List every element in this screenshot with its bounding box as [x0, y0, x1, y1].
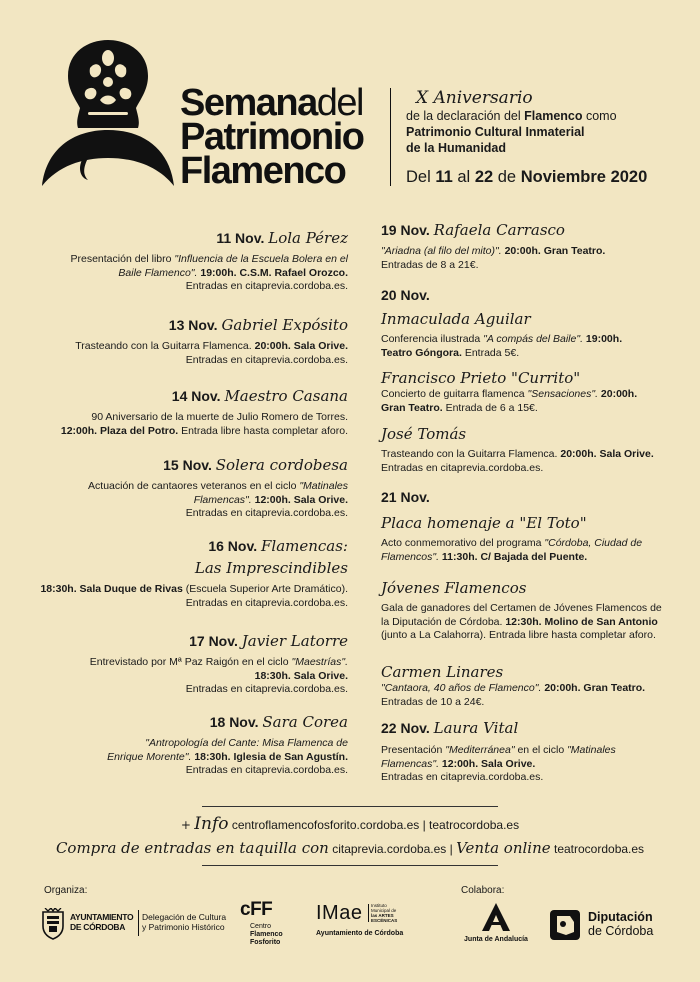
event-date: 14 Nov. — [171, 388, 221, 404]
event-desc-line: Entradas en citaprevia.cordoba.es. — [185, 507, 348, 519]
event-desc-line: Actuación de cantaores veteranos en el ciclo "Matinales — [88, 480, 348, 492]
title-word-patrimonio: Patrimonio — [180, 116, 364, 158]
event-artist: Francisco Prieto "Currito" — [381, 369, 581, 387]
event-date: 22 Nov. — [381, 720, 430, 736]
info-label: Info — [194, 814, 229, 834]
ayto-line1: AYUNTAMIENTO — [70, 912, 134, 922]
declaration-line2: Patrimonio Cultural Inmaterial — [406, 125, 585, 139]
cff-line3: Fosforito — [250, 939, 281, 946]
event-date: 15 Nov. — [163, 457, 212, 473]
cff-line1: Centro — [250, 923, 272, 930]
ayto-line2: DE CÓRDOBA — [70, 922, 126, 932]
event-desc-line: "Cantaora, 40 años de Flamenco". 20:00h. Gran Teatro. — [381, 682, 646, 694]
event-desc-line: 90 Aniversario de la muerte de Julio Romero de Torres. — [91, 411, 348, 423]
event-title — [180, 82, 390, 192]
event-date: 19 Nov. — [381, 222, 430, 238]
imae-mark: IMae — [316, 902, 363, 924]
colabora-label: Colabora: — [461, 885, 505, 896]
event-desc-line: 12:00h. Plaza del Potro. Entrada libre hasta completar aforo. — [60, 424, 348, 437]
event-artist: Inmaculada Aguilar — [381, 310, 531, 328]
event-desc-line: Entradas en citaprevia.cordoba.es. — [381, 461, 544, 474]
event-date: 17 Nov. — [189, 633, 238, 649]
event-artist: Jóvenes Flamencos — [381, 579, 527, 597]
event-desc-line: Conferencia ilustrada "A compás del Baile". 19:00h. — [381, 333, 623, 345]
cff-mark: cFF — [240, 899, 273, 920]
junta-logo — [460, 902, 532, 946]
event-date: 18 Nov. — [209, 714, 259, 730]
event-11-nov — [30, 228, 348, 294]
event-desc-line: Flamencos". 11:30h. C/ Bajada del Puente. — [381, 550, 588, 563]
event-desc-line: Presentación "Mediterránea" en el ciclo "Matinales — [381, 744, 616, 756]
event-desc-line: Trasteando con la Guitarra Flamenca. 20:00h. Sala Orive. — [381, 448, 654, 460]
event-desc-line: Entradas de 10 a 24€. — [381, 695, 485, 708]
citaprevia-link[interactable]: citaprevia.cordoba.es — [332, 842, 447, 856]
info-bottom-rule — [202, 865, 498, 866]
event-dates: Del 11 al 22 de Noviembre 2020 — [406, 168, 648, 186]
fan-icon — [42, 130, 174, 186]
logo-divider — [138, 910, 139, 936]
event-artist: Gabriel Expósito — [221, 316, 348, 334]
event-artist: Rafaela Carrasco — [433, 221, 565, 239]
event-desc-line: Gala de ganadores del Certamen de Jóvenes Flamencos de — [381, 602, 662, 614]
event-13-nov — [30, 315, 348, 367]
event-desc-line: 18:30h. Sala Duque de Rivas (Escuela Superior Arte Dramático). — [40, 583, 348, 595]
event-19-nov — [381, 220, 681, 272]
dip-line2: de Córdoba — [588, 924, 654, 938]
event-21-nov-placa — [381, 487, 681, 564]
declaration-line1: de la declaración del Flamenco como — [406, 109, 617, 123]
diputacion-emblem-icon — [548, 908, 582, 942]
deleg-line2: y Patrimonio Histórico — [142, 922, 225, 932]
event-date: 21 Nov. — [381, 489, 430, 505]
diputacion-logo — [548, 908, 668, 944]
event-date: 16 Nov. — [208, 538, 258, 554]
imae-subtitle: Ayuntamiento de Córdoba — [316, 930, 404, 937]
event-21-nov-jovenes — [381, 578, 681, 643]
online-label: Venta online — [456, 839, 551, 857]
crest-icon — [40, 908, 66, 940]
event-20-nov-tomas — [381, 424, 681, 475]
event-desc-line: Entradas en citaprevia.cordoba.es. — [185, 353, 348, 366]
info-plus: + — [180, 818, 191, 832]
teatro-link[interactable]: teatrocordoba.es — [553, 842, 645, 856]
event-desc-line: 18:30h. Sala Orive. — [254, 669, 348, 682]
ayuntamiento-logo — [40, 906, 227, 942]
event-artist: Solera cordobesa — [215, 456, 348, 474]
event-artist: Sara Corea — [262, 713, 348, 731]
title-word-semana: Semana — [180, 82, 317, 124]
event-desc-line: Concierto de guitarra flamenca "Sensaciones". 20:00h. — [381, 388, 638, 400]
event-date: 20 Nov. — [381, 287, 430, 303]
tickets-line — [0, 838, 700, 859]
junta-arch-icon — [481, 902, 511, 932]
event-artist: Laura Vital — [433, 719, 519, 737]
event-desc-line: la Diputación de Córdoba. 12:30h. Molino de San Antonio — [381, 615, 658, 628]
info-sites-link[interactable]: centroflamencofosforito.cordoba.es | teatrocordoba.es — [231, 818, 520, 832]
buy-label: Compra de entradas en taquilla con — [55, 839, 329, 857]
junta-text: Junta de Andalucía — [464, 936, 528, 943]
event-date: 13 Nov. — [168, 317, 218, 333]
event-14-nov — [30, 386, 348, 438]
event-date: 11 Nov. — [216, 230, 265, 246]
event-desc-line: Entradas en citaprevia.cordoba.es. — [185, 280, 348, 292]
info-top-rule — [202, 806, 498, 807]
event-desc-line: "Ariadna (al filo del mito)". 20:00h. Gran Teatro. — [381, 245, 606, 257]
cff-line2: Flamenco — [250, 931, 283, 938]
event-desc-line: (junto a La Calahorra). Entrada libre hasta completar aforo. — [381, 629, 656, 641]
separator: | — [449, 842, 453, 856]
event-desc-line: Baile Flamenco". 19:00h. C.S.M. Rafael Orozco. — [118, 266, 348, 279]
info-line — [0, 815, 700, 834]
event-artist: José Tomás — [381, 425, 467, 443]
event-artist-line2: Las Imprescindibles — [194, 559, 348, 577]
title-word-del: del — [316, 82, 363, 124]
event-desc-line: Gran Teatro. Entrada de 6 a 15€. — [381, 401, 538, 414]
imae-text1: Instituto — [371, 903, 387, 908]
event-desc-line: Flamencas". 12:00h. Sala Orive. — [193, 493, 348, 506]
imae-logo — [316, 902, 426, 942]
event-desc-line: "Antropología del Cante: Misa Flamenca de — [145, 737, 348, 749]
event-18-nov — [30, 712, 348, 778]
event-artist: Placa homenaje a "El Toto" — [381, 514, 587, 532]
organiza-label: Organiza: — [44, 885, 88, 896]
event-desc-line: Entradas de 8 a 21€. — [381, 258, 479, 271]
event-15-nov — [30, 455, 348, 521]
event-artist: Lola Pérez — [268, 229, 348, 247]
event-desc-line: Entradas en citaprevia.cordoba.es. — [185, 596, 348, 609]
event-artist: Carmen Linares — [381, 663, 504, 681]
event-artist: Maestro Casana — [224, 387, 348, 405]
imae-divider — [368, 904, 369, 922]
cff-logo — [240, 900, 290, 950]
event-desc-line: Entradas en citaprevia.cordoba.es. — [185, 764, 348, 776]
event-desc-line: Teatro Góngora. Entrada 5€. — [381, 346, 520, 359]
event-20-nov-aguilar — [381, 285, 681, 360]
anniversary-text: X Aniversario — [416, 88, 533, 108]
imae-text3: las ARTES — [371, 913, 394, 918]
event-desc-line: Trasteando con la Guitarra Flamenca. 20:00h. Sala Orive. — [75, 340, 348, 352]
flamenco-comb-logo — [38, 38, 178, 190]
event-16-nov — [30, 536, 348, 610]
event-artist: Flamencas: — [260, 537, 348, 555]
event-20-nov-currito — [381, 368, 681, 415]
event-desc-line: Enrique Morente". 18:30h. Iglesia de San Agustín. — [107, 750, 348, 763]
event-desc-line: Entradas en citaprevia.cordoba.es. — [185, 683, 348, 695]
title-word-flamenco: Flamenco — [180, 150, 346, 192]
event-desc-line: Presentación del libro "Influencia de la Escuela Bolera en el — [70, 253, 348, 265]
event-desc-line: Flamencas". 12:00h. Sala Orive. — [381, 757, 536, 770]
imae-text2: Municipal de — [371, 908, 397, 913]
declaration-line3: de la Humanidad — [406, 141, 507, 155]
event-desc-line: Acto conmemorativo del programa "Córdoba, Ciudad de — [381, 537, 643, 549]
header-subtitle — [406, 88, 686, 188]
event-artist: Javier Latorre — [241, 632, 348, 650]
event-22-nov — [381, 718, 681, 785]
header-divider — [390, 88, 391, 186]
imae-text4: ESCÉNICAS — [371, 918, 398, 923]
deleg-line1: Delegación de Cultura — [142, 912, 227, 922]
event-desc-line: Entrevistado por Mª Paz Raigón en el ciclo "Maestrías". — [89, 656, 348, 668]
event-desc-line: Entradas en citaprevia.cordoba.es. — [381, 771, 544, 783]
event-17-nov — [30, 631, 348, 697]
event-21-nov-linares — [381, 662, 681, 709]
dip-line1: Diputación — [588, 910, 653, 924]
